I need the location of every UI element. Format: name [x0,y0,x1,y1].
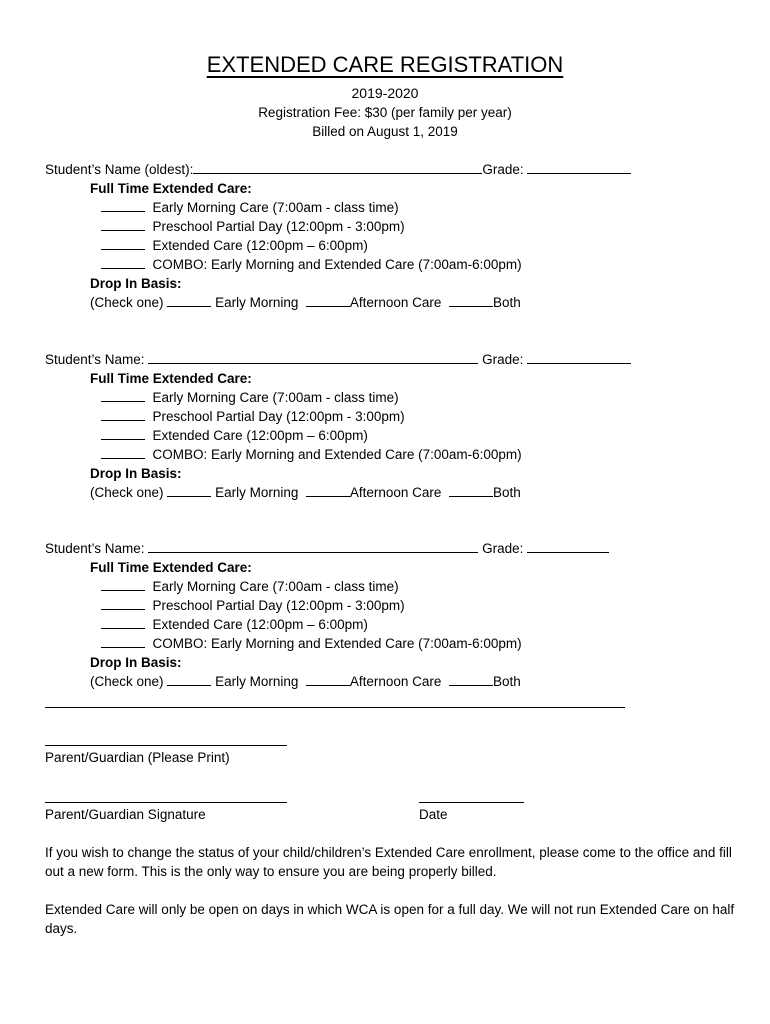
option-row [101,218,405,235]
check-one-label: (Check one) [90,295,164,310]
check-one-label: (Check one) [90,485,164,500]
option-label: Extended Care (12:00pm – 6:00pm) [152,617,368,632]
option-blank[interactable] [101,199,145,212]
afternoon-blank[interactable] [306,484,350,497]
grade-label: Grade: [482,162,524,177]
billing-date: Billed on August 1, 2019 [312,124,458,139]
signature-field[interactable] [45,802,287,803]
registration-fee: Registration Fee: $30 (per family per year) [258,105,512,120]
option-label: Extended Care (12:00pm – 6:00pm) [152,428,368,443]
option-row [101,199,399,216]
option-row [101,635,522,652]
drop-in-row [90,673,521,690]
student-name-label: Student’s Name (oldest): [45,162,194,177]
change-status-note: If you wish to change the status of your child/children’s Extended Care enrollment, please come to the office and fill out a new form. This is the only way to ensure you are being properly billed. [45,845,732,879]
option-blank[interactable] [101,446,145,459]
drop-in-row [90,294,521,311]
option-label: Preschool Partial Day (12:00pm - 3:00pm) [152,219,405,234]
early-morning-label: Early Morning [215,485,299,500]
option-blank[interactable] [101,256,145,269]
option-label: Extended Care (12:00pm – 6:00pm) [152,238,368,253]
option-row [101,408,405,425]
student-name-label: Student’s Name: [45,352,145,367]
full-time-heading: Full Time Extended Care: [90,560,252,575]
option-blank[interactable] [101,218,145,231]
afternoon-blank[interactable] [306,673,350,686]
both-label: Both [492,295,521,310]
afternoon-blank[interactable] [306,294,350,307]
open-days-note: Extended Care will only be open on days in which WCA is open for a full day. We will not run Extended Care on half days. [45,902,735,936]
option-row [101,578,399,595]
option-label: Early Morning Care (7:00am - class time) [152,390,399,405]
option-row [101,256,522,273]
both-blank[interactable] [449,673,493,686]
student-3-name-row [45,540,609,557]
both-label: Both [492,485,521,500]
afternoon-label: Afternoon Care [349,674,442,689]
option-blank[interactable] [101,635,145,648]
both-label: Both [492,674,521,689]
print-name-field[interactable] [45,745,287,746]
option-row [101,427,368,444]
option-label: Preschool Partial Day (12:00pm - 3:00pm) [152,409,405,424]
early-morning-label: Early Morning [215,674,299,689]
option-blank[interactable] [101,597,145,610]
early-morning-blank[interactable] [167,673,211,686]
drop-in-heading: Drop In Basis: [90,466,182,481]
option-row [101,597,405,614]
option-blank[interactable] [101,578,145,591]
both-blank[interactable] [449,484,493,497]
student-3-name-field[interactable] [148,540,478,553]
early-morning-label: Early Morning [215,295,299,310]
date-label: Date [419,807,448,822]
grade-label: Grade: [482,541,524,556]
option-blank[interactable] [101,427,145,440]
student-1-name-field[interactable] [193,161,482,174]
drop-in-row [90,484,521,501]
option-row [101,237,368,254]
section-divider [45,707,625,708]
drop-in-heading: Drop In Basis: [90,276,182,291]
option-label: COMBO: Early Morning and Extended Care (7:00am-6:00pm) [152,636,522,651]
early-morning-blank[interactable] [167,484,211,497]
option-blank[interactable] [101,616,145,629]
date-field[interactable] [419,802,524,803]
check-one-label: (Check one) [90,674,164,689]
option-row [101,616,368,633]
option-blank[interactable] [101,389,145,402]
full-time-heading: Full Time Extended Care: [90,181,252,196]
school-year: 2019-2020 [351,85,419,101]
student-1-grade-field[interactable] [527,161,631,174]
drop-in-heading: Drop In Basis: [90,655,182,670]
option-row [101,446,522,463]
signature-label: Parent/Guardian Signature [45,807,206,822]
print-name-label: Parent/Guardian (Please Print) [45,750,230,765]
option-label: Early Morning Care (7:00am - class time) [152,579,399,594]
option-label: Early Morning Care (7:00am - class time) [152,200,399,215]
full-time-heading: Full Time Extended Care: [90,371,252,386]
form-title: EXTENDED CARE REGISTRATION [206,52,564,77]
option-label: COMBO: Early Morning and Extended Care (7:00am-6:00pm) [152,447,522,462]
student-3-grade-field[interactable] [527,540,609,553]
early-morning-blank[interactable] [167,294,211,307]
afternoon-label: Afternoon Care [349,295,442,310]
afternoon-label: Afternoon Care [349,485,442,500]
option-blank[interactable] [101,237,145,250]
option-label: Preschool Partial Day (12:00pm - 3:00pm) [152,598,405,613]
student-2-name-field[interactable] [148,351,478,364]
option-label: COMBO: Early Morning and Extended Care (7:00am-6:00pm) [152,257,522,272]
student-2-grade-field[interactable] [527,351,631,364]
option-blank[interactable] [101,408,145,421]
student-1-name-row [45,161,631,178]
grade-label: Grade: [482,352,524,367]
option-row [101,389,399,406]
student-2-name-row [45,351,631,368]
student-name-label: Student’s Name: [45,541,145,556]
both-blank[interactable] [449,294,493,307]
